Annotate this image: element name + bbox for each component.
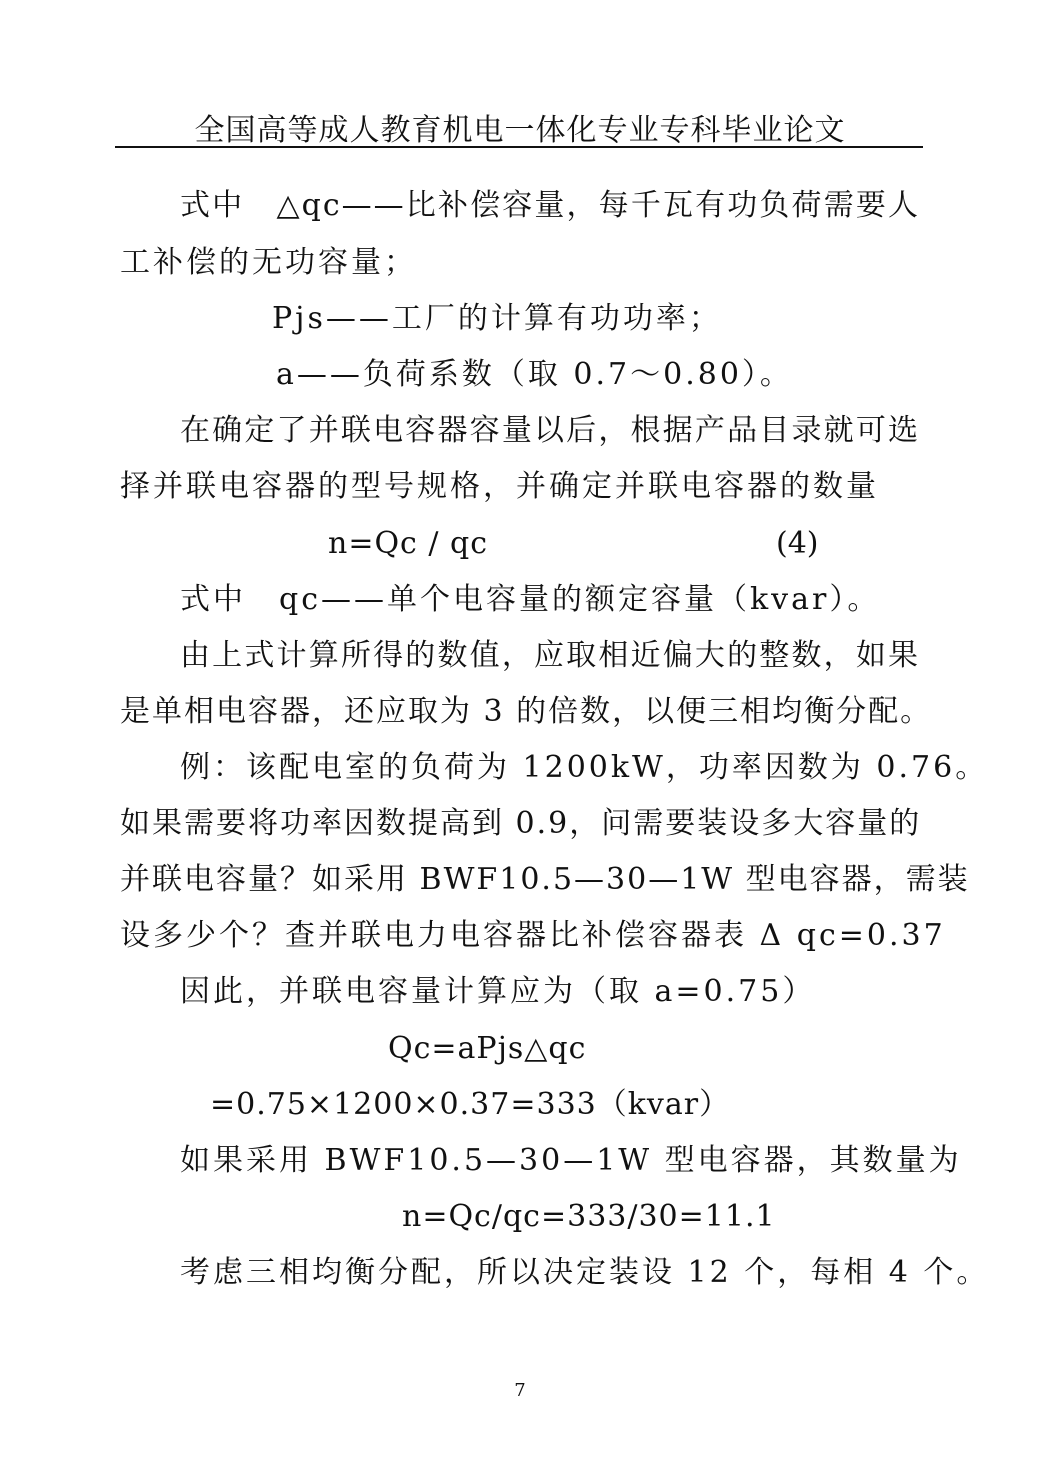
text-line-3: Pjs——工厂的计算有功功率； bbox=[272, 301, 722, 336]
header-divider bbox=[115, 146, 923, 148]
text-line-4: a——负荷系数（取 0.7～0.80）。 bbox=[276, 357, 793, 392]
text-line-20: 考虑三相均衡分配，所以决定装设 12 个，每相 4 个。 bbox=[180, 1255, 990, 1290]
text-line-15: 因此，并联电容量计算应为（取 a=0.75） bbox=[180, 974, 816, 1009]
text-line-2: 工补偿的无功容量； bbox=[120, 245, 417, 280]
formula-qc-result: =0.75×1200×0.37=333（kvar） bbox=[210, 1087, 731, 1122]
text-line-12: 如果需要将功率因数提高到 0.9，问需要装设多大容量的 bbox=[120, 806, 922, 841]
formula-qc: Qc=aPjs△qc bbox=[388, 1031, 587, 1066]
text-line-9: 由上式计算所得的数值，应取相近偏大的整数，如果 bbox=[180, 638, 920, 673]
equation-number: (4) bbox=[776, 526, 819, 561]
text-line-13: 并联电容量？如采用 BWF10.5—30—1W 型电容器，需装 bbox=[120, 862, 970, 897]
text-line-10: 是单相电容器，还应取为 3 的倍数，以便三相均衡分配。 bbox=[120, 694, 933, 729]
equation-4: n=Qc / qc bbox=[328, 526, 489, 561]
formula-n: n=Qc/qc=333/30=11.1 bbox=[402, 1199, 776, 1234]
page-number: 7 bbox=[514, 1380, 526, 1401]
text-line-1: 式中 △qc——比补偿容量，每千瓦有功负荷需要人 bbox=[180, 188, 920, 223]
text-line-14: 设多少个？查并联电力电容器比补偿容器表 Δ qc=0.37 bbox=[120, 918, 946, 953]
text-line-18: 如果采用 BWF10.5—30—1W 型电容器，其数量为 bbox=[180, 1143, 962, 1178]
text-line-11: 例：该配电室的负荷为 1200kW，功率因数为 0.76。 bbox=[180, 750, 989, 785]
page-header-title: 全国高等成人教育机电一体化专业专科毕业论文 bbox=[194, 113, 846, 148]
text-line-6: 择并联电容器的型号规格，并确定并联电容器的数量 bbox=[120, 469, 879, 504]
text-line-8: 式中 qc——单个电容量的额定容量（kvar）。 bbox=[180, 582, 881, 617]
text-line-5: 在确定了并联电容器容量以后，根据产品目录就可选 bbox=[180, 413, 920, 448]
